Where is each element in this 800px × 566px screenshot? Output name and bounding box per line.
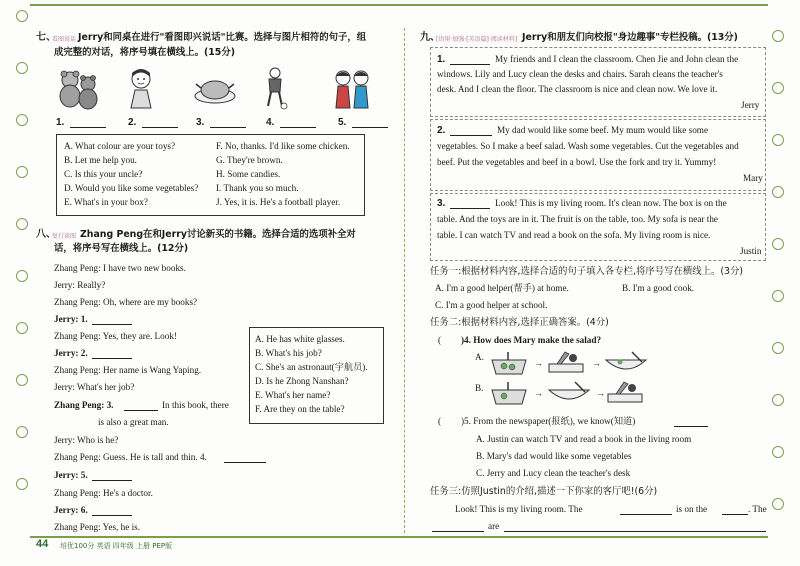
- binding-ring: [772, 394, 784, 406]
- s7-blank-4-label: 4.: [266, 117, 275, 128]
- q4-question: )4. How does Mary make the salad?: [461, 335, 602, 345]
- dialogue-line: Zhang Peng: 3.: [54, 400, 114, 410]
- s7-option-h: H. Some candies.: [216, 169, 281, 179]
- dialogue-line: Jerry: 5.: [54, 470, 88, 480]
- s8-blank-4[interactable]: [224, 453, 266, 463]
- dialogue-line: Zhang Peng: Oh, where are my books?: [54, 297, 198, 307]
- dialogue-line: Zhang Peng: I have two new books.: [54, 263, 186, 273]
- q4-option-b-label: B.: [475, 383, 484, 393]
- wash-vegetables-picture: [488, 380, 530, 406]
- s8-option-e: E. What's her name?: [255, 390, 331, 400]
- article-3-line: table. I can watch TV and read a book on the sofa. My living room is nice.: [437, 230, 711, 240]
- cut-vegetables-picture: [545, 350, 587, 376]
- task-1-option-a: A. I'm a good helper(帮手) at home.: [435, 283, 569, 293]
- article-1-blank[interactable]: [450, 55, 490, 65]
- dialogue-line: Jerry: 2.: [54, 348, 88, 358]
- section-9-tag: [语用·加强·[英语篇]·阅读材料]: [436, 36, 518, 43]
- s7-option-i: I. Thank you so much.: [216, 183, 299, 193]
- bowl-fork-picture: [545, 380, 593, 406]
- task-3-line-1c: . The: [748, 504, 767, 514]
- arrow-icon: →: [592, 358, 601, 368]
- section-7-heading: Jerry和同桌在进行"看图即兴说话"比赛。选择与图片相符的句子，组: [78, 32, 367, 43]
- s8-option-b: B. What's his job?: [255, 348, 322, 358]
- article-2-line: My dad would like some beef. My mum would like some: [497, 125, 709, 135]
- section-9-number: 九、: [420, 32, 440, 43]
- q5-paren: (: [438, 416, 442, 426]
- section-9-heading: Jerry和朋友们向校报"身边趣事"专栏投稿。(13分): [522, 32, 738, 43]
- binding-ring: [16, 114, 28, 126]
- s7-option-c: C. Is this your uncle?: [64, 169, 143, 179]
- top-border: [30, 4, 768, 6]
- dialogue-line: Zhang Peng: Her name is Wang Yaping.: [54, 365, 202, 375]
- dialogue-line: is also a great man.: [98, 417, 169, 427]
- binding-ring: [16, 374, 28, 386]
- binding-ring: [772, 186, 784, 198]
- article-3-signature: Justin: [740, 246, 762, 256]
- s7-option-g: G. They're brown.: [216, 155, 283, 165]
- wash-vegetables-picture: [488, 350, 530, 376]
- s7-blank-1[interactable]: [70, 118, 106, 128]
- binding-ring: [772, 342, 784, 354]
- section-7-tag: 看图说话: [52, 36, 77, 43]
- roast-chicken-picture: [193, 76, 237, 106]
- q5-option-b: B. Mary's dad would like some vegetables: [476, 451, 632, 461]
- task-3-line-2: are: [488, 521, 500, 531]
- binding-ring: [772, 134, 784, 146]
- dialogue-line: Zhang Peng: Guess. He is tall and thin. 4.: [54, 452, 207, 462]
- s7-option-d: D. Would you like some vegetables?: [64, 183, 199, 193]
- s7-option-e: E. What's in your box?: [64, 197, 148, 207]
- section-8-heading: Zhang Peng在和Jerry讨论新买的书籍。选择合适的选项补全对: [80, 229, 356, 240]
- binding-ring: [772, 30, 784, 42]
- task-3-heading: 任务三:仿照Justin的介绍,描述一下你家的客厅吧!(6分): [430, 486, 658, 497]
- task-1-heading: 任务一:根据材料内容,选择合适的句子填入各专栏,将序号写在横线上。(3分): [430, 266, 744, 277]
- binding-ring: [16, 322, 28, 334]
- arrow-icon: →: [534, 388, 543, 398]
- article-1-line: windows. Lily and Lucy clean the desks and chairs. Sarah cleans the teacher's: [437, 69, 723, 79]
- binding-ring: [16, 62, 28, 74]
- article-1-line: My friends and I clean the classroom. Chen Jie and John clean the: [495, 54, 739, 64]
- s7-blank-2[interactable]: [142, 118, 178, 128]
- task-3-blank-3[interactable]: [432, 522, 484, 532]
- binding-ring: [772, 82, 784, 94]
- s7-blank-2-label: 2.: [128, 117, 137, 128]
- binding-ring: [16, 478, 28, 490]
- s7-blank-4[interactable]: [280, 118, 316, 128]
- article-1-line: desk. And I clean the floor. The classroom is nice and clean now. We love it.: [437, 84, 718, 94]
- s7-blank-1-label: 1.: [56, 117, 65, 128]
- s7-blank-3[interactable]: [210, 118, 246, 128]
- teddy-bears-picture: [55, 68, 103, 110]
- s8-blank-3[interactable]: [124, 401, 158, 411]
- article-1-number: 1.: [437, 54, 446, 65]
- dialogue-line: Zhang Peng: He's a doctor.: [54, 488, 153, 498]
- task-3-line-1b: is on the: [676, 504, 708, 514]
- two-kids-picture: [330, 68, 374, 110]
- s8-option-f: F. Are they on the table?: [255, 404, 345, 414]
- binding-ring: [16, 218, 28, 230]
- article-2-signature: Mary: [743, 173, 763, 183]
- s7-option-f: F. No, thanks. I'd like some chicken.: [216, 141, 350, 151]
- article-3-blank[interactable]: [450, 199, 490, 209]
- arrow-icon: →: [596, 388, 605, 398]
- section-8-heading-2: 话，将序号写在横线上。(12分): [54, 243, 189, 254]
- q5-blank[interactable]: [674, 417, 708, 427]
- s8-blank-6[interactable]: [92, 506, 132, 516]
- binding-ring: [772, 290, 784, 302]
- article-1-signature: Jerry: [741, 100, 760, 110]
- q5-option-a: A. Justin can watch TV and read a book in the living room: [476, 434, 692, 444]
- q4-option-a-label: A.: [475, 352, 484, 362]
- q5-option-c: C. Jerry and Lucy clean the teacher's desk: [476, 468, 631, 478]
- task-3-blank-2[interactable]: [722, 505, 748, 515]
- section-7-number: 七、: [36, 32, 56, 43]
- article-2-blank[interactable]: [450, 126, 492, 136]
- girl-picture: [123, 68, 159, 110]
- s7-option-a: A. What colour are your toys?: [64, 141, 176, 151]
- dialogue-line: Jerry: Who is he?: [54, 435, 119, 445]
- football-player-picture: [262, 66, 288, 110]
- task-3-line-1a: Look! This is my living room. The: [455, 504, 583, 514]
- q4-paren: (: [438, 335, 442, 345]
- footer-text: 培优100分 英语 四年级 上册 PEP版: [60, 542, 173, 550]
- s8-blank-2[interactable]: [92, 349, 132, 359]
- s7-blank-5-label: 5.: [338, 117, 347, 128]
- article-2-line: beef. Put the vegetables and beef in a bowl. Use the fork and try it. Yummy!: [437, 157, 717, 167]
- binding-ring: [16, 426, 28, 438]
- s8-blank-5[interactable]: [92, 471, 132, 481]
- article-2-number: 2.: [437, 125, 446, 136]
- dialogue-line: In this book, there: [162, 400, 229, 410]
- q5-question: )5. From the newspaper(报纸), we know(知道): [461, 416, 636, 426]
- section-8-tag: 复行读图: [52, 233, 77, 240]
- article-3-line: table. And the toys are in it. The fruit is on the table, too. My sofa is near the: [437, 214, 719, 224]
- article-3-number: 3.: [437, 198, 446, 209]
- s8-blank-1[interactable]: [92, 315, 132, 325]
- arrow-icon: →: [534, 358, 543, 368]
- dialogue-line: Jerry: 6.: [54, 505, 88, 515]
- s7-option-j: J. Yes, it is. He's a football player.: [216, 197, 341, 207]
- task-3-blank-1[interactable]: [620, 505, 672, 515]
- binding-ring: [16, 10, 28, 22]
- binding-ring: [772, 238, 784, 250]
- s7-blank-3-label: 3.: [196, 117, 205, 128]
- task-1-option-c: C. I'm a good helper at school.: [435, 300, 548, 310]
- article-2-line: vegetables. So I make a beef salad. Wash some vegetables. Cut the vegetables and: [437, 141, 739, 151]
- s8-option-d: D. Is he Zhong Nanshan?: [255, 376, 349, 386]
- s7-option-b: B. Let me help you.: [64, 155, 137, 165]
- bottom-border: [30, 536, 768, 538]
- section-8-number: 八、: [36, 229, 56, 240]
- bowl-fork-picture: [602, 350, 650, 376]
- binding-ring: [16, 270, 28, 282]
- dialogue-line: Jerry: 1.: [54, 314, 88, 324]
- center-divider: [404, 28, 405, 533]
- section-7-heading-2: 成完整的对话，将序号填在横线上。(15分): [54, 47, 235, 58]
- s8-option-c: C. She's an astronaut(宇航员).: [255, 362, 368, 372]
- dialogue-line: Zhang Peng: Yes, he is.: [54, 522, 141, 532]
- cut-vegetables-picture: [604, 380, 646, 406]
- s7-blank-5[interactable]: [352, 118, 388, 128]
- binding-ring: [772, 446, 784, 458]
- binding-ring: [16, 166, 28, 178]
- dialogue-line: Jerry: What's her job?: [54, 382, 135, 392]
- dialogue-line: Jerry: Really?: [54, 280, 106, 290]
- s8-option-a: A. He has white glasses.: [255, 334, 345, 344]
- task-1-option-b: B. I'm a good cook.: [622, 283, 695, 293]
- page-number: 44: [36, 538, 49, 550]
- dialogue-line: Zhang Peng: Yes, they are. Look!: [54, 331, 177, 341]
- article-3-line: Look! This is my living room. It's clean now. The box is on the: [495, 198, 727, 208]
- task-2-heading: 任务二:根据材料内容,选择正确答案。(4分): [430, 317, 609, 328]
- task-3-blank-4[interactable]: [504, 522, 766, 532]
- binding-ring: [772, 498, 784, 510]
